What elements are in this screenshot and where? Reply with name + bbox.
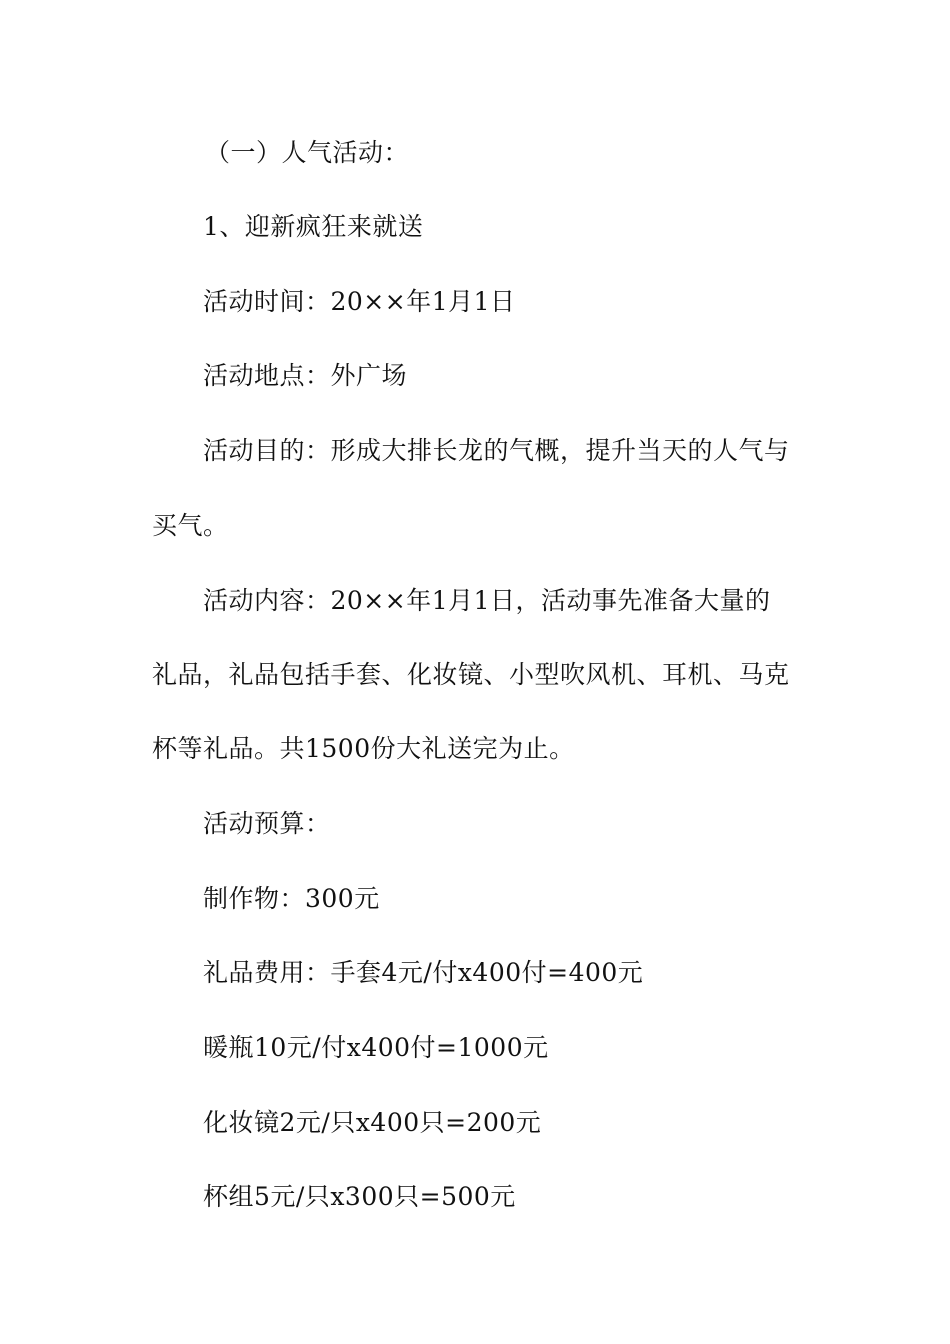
activity-content-line-1: 活动内容：20××年1月1日，活动事先准备大量的 [203, 586, 771, 615]
budget-heading: 活动预算： [203, 809, 331, 838]
budget-gifts-cups: 杯组5元/只x300只=500元 [203, 1182, 516, 1211]
activity-purpose-line-2: 买气。 [152, 511, 229, 540]
activity-content-line-2: 礼品，礼品包括手套、化妆镜、小型吹风机、耳机、马克 [152, 660, 790, 689]
budget-gifts-gloves: 礼品费用：手套4元/付x400付=400元 [203, 958, 644, 987]
budget-production: 制作物：300元 [203, 884, 380, 913]
activity-content-line-3: 杯等礼品。共1500份大礼送完为止。 [152, 734, 575, 763]
activity-time: 活动时间：20××年1月1日 [203, 287, 516, 316]
activity-place: 活动地点：外广场 [203, 361, 408, 390]
budget-gifts-warmer: 暖瓶10元/付x400付=1000元 [203, 1033, 549, 1062]
section-heading: （一）人气活动： [205, 138, 410, 167]
item-title: 1、迎新疯狂来就送 [203, 212, 424, 241]
budget-gifts-mirror: 化妆镜2元/只x400只=200元 [203, 1108, 542, 1137]
activity-purpose-line-1: 活动目的：形成大排长龙的气概，提升当天的人气与 [203, 436, 790, 465]
